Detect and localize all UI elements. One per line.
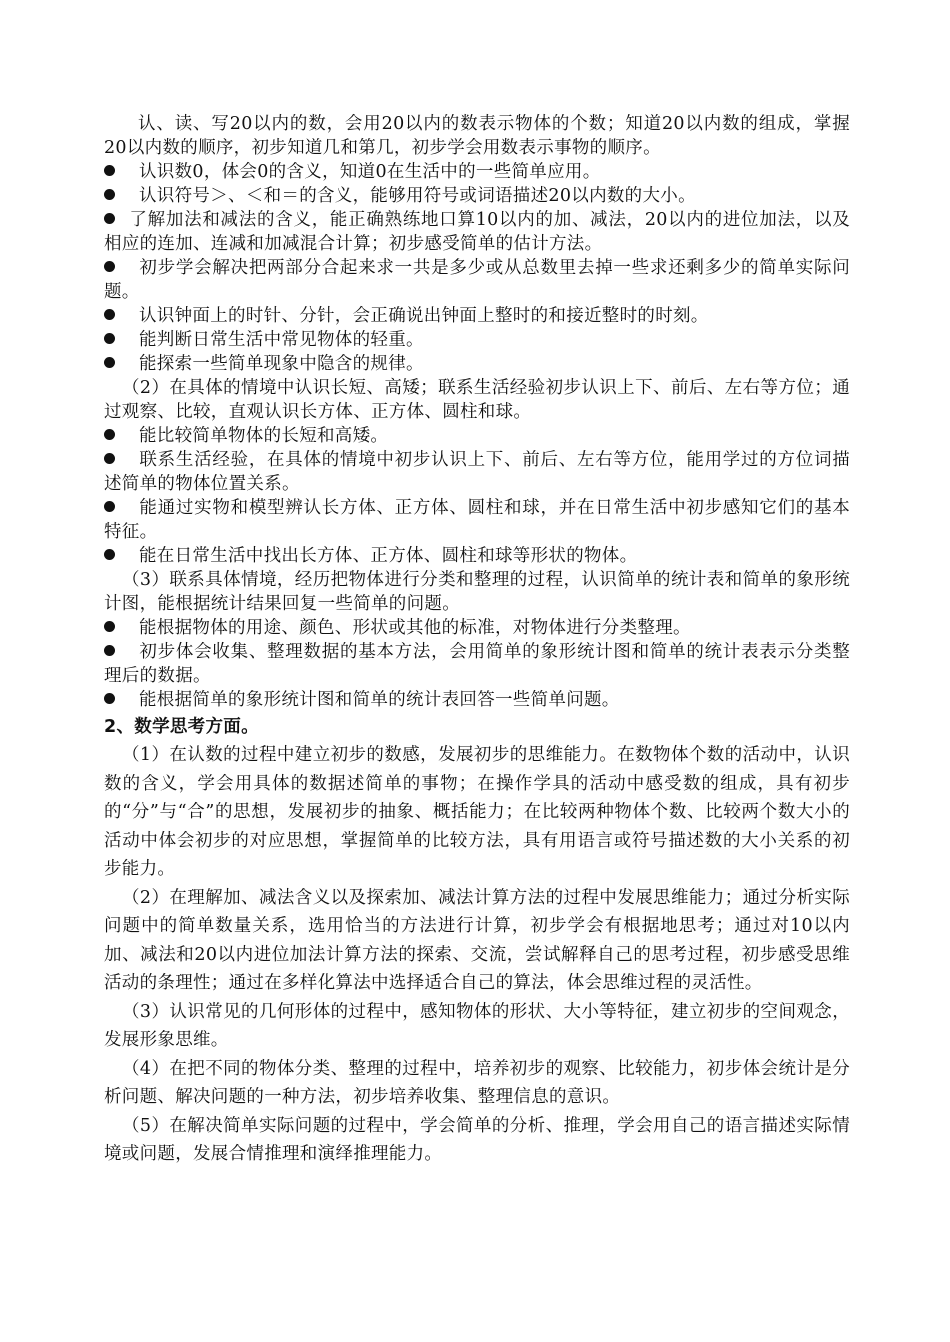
paragraph-4: （4）在把不同的物体分类、整理的过程中，培养初步的观察、比较能力，初步体会统计是分析问题、解决问题的一种方法，初步培养收集、整理信息的意识。	[104, 1058, 850, 1107]
bullet-dot-icon	[104, 501, 115, 512]
bullet-dot-icon	[104, 429, 115, 440]
bullet-dot-icon	[104, 189, 115, 200]
bullet-dot-icon	[104, 453, 115, 464]
item-2-paragraph: （2）在具体的情境中认识长短、高矮；联系生活经验初步认识上下、前后、左右等方位；通过观察、比较，直观认识长方体、正方体、圆柱和球。	[104, 378, 850, 422]
section-2-heading: 2、数学思考方面。	[104, 717, 259, 737]
paragraph-3: （3）认识常见的几何形体的过程中，感知物体的形状、大小等特征，建立初步的空间观念，发展形象思维。	[104, 1001, 850, 1050]
item-3-paragraph: （3）联系具体情境，经历把物体进行分类和整理的过程，认识简单的统计表和简单的象形统计图，能根据统计结果回复一些简单的问题。	[104, 570, 850, 614]
paragraph-5: （5）在解决简单实际问题的过程中，学会简单的分析、推理，学会用自己的语言描述实际情境或问题，发展合情推理和演绎推理能力。	[104, 1115, 850, 1164]
list-item: 认识钟面上的时针、分针，会正确说出钟面上整时的和接近整时的时刻。	[104, 304, 850, 328]
paragraph-2: （2）在理解加、减法含义以及探索加、减法计算方法的过程中发展思维能力；通过分析实际问题中的简单数量关系，选用恰当的方法进行计算，初步学会有根据地思考；通过对10以内加、减法和20以内进位加法计算方法的探索、交流，尝试解释自己的思考过程，初步感受思维活动的条理性；通过在多样化算法中选择适合自己的算法，体会思维过程的灵活性。	[104, 887, 850, 993]
section-2-body	[104, 741, 850, 1169]
list-item: 认识数0，体会0的含义，知道0在生活中的一些简单应用。	[104, 160, 850, 184]
list-item: 能通过实物和模型辨认长方体、正方体、圆柱和球，并在日常生活中初步感知它们的基本特征。	[104, 498, 850, 542]
bullet-dot-icon	[104, 693, 115, 704]
list-item: 初步学会解决把两部分合起来求一共是多少或从总数里去掉一些求还剩多少的简单实际问题。	[104, 258, 850, 302]
list-item: 联系生活经验，在具体的情境中初步认识上下、前后、左右等方位，能用学过的方位词描述简单的物体位置关系。	[104, 450, 850, 494]
bullet-dot-icon	[104, 213, 115, 224]
intro-paragraph: 认、读、写20以内的数，会用20以内的数表示物体的个数；知道20以内数的组成，掌握20以内数的顺序，初步知道几和第几，初步学会用数表示事物的顺序。	[104, 114, 850, 158]
paragraph-1: （1）在认数的过程中建立初步的数感，发展初步的思维能力。在数物体个数的活动中，认识数的含义，学会用具体的数据述简单的事物；在操作学具的活动中感受数的组成，具有初步的“分”与“合”的思想，发展初步的抽象、概括能力；在比较两种物体个数、比较两个数大小的活动中体会初步的对应思想，掌握简单的比较方法，具有用语言或符号描述数的大小关系的初步能力。	[104, 745, 850, 879]
bullet-dot-icon	[104, 165, 115, 176]
bullet-list-b	[104, 424, 850, 568]
list-item: 初步体会收集、整理数据的基本方法，会用简单的象形统计图和简单的统计表表示分类整理后的数据。	[104, 642, 850, 686]
bullet-dot-icon	[104, 261, 115, 272]
list-item: 了解加法和减法的含义，能正确熟练地口算10以内的加、减法，20以内的进位加法，以及相应的连加、连减和加减混合计算；初步感受简单的估计方法。	[104, 210, 850, 254]
list-item: 能比较简单物体的长短和高矮。	[104, 424, 850, 448]
list-item: 能在日常生活中找出长方体、正方体、圆柱和球等形状的物体。	[104, 544, 850, 568]
list-item: 能根据物体的用途、颜色、形状或其他的标准，对物体进行分类整理。	[104, 616, 850, 640]
bullet-dot-icon	[104, 549, 115, 560]
bullet-dot-icon	[104, 333, 115, 344]
bullet-list-a	[104, 160, 850, 376]
bullet-list-c	[104, 616, 850, 712]
list-item: 能判断日常生活中常见物体的轻重。	[104, 328, 850, 352]
bullet-dot-icon	[104, 645, 115, 656]
list-item: 认识符号＞、＜和＝的含义，能够用符号或词语描述20以内数的大小。	[104, 184, 850, 208]
bullet-dot-icon	[104, 621, 115, 632]
bullet-dot-icon	[104, 309, 115, 320]
bullet-dot-icon	[104, 357, 115, 368]
list-item: 能根据简单的象形统计图和简单的统计表回答一些简单问题。	[104, 688, 850, 712]
list-item: 能探索一些简单现象中隐含的规律。	[104, 352, 850, 376]
